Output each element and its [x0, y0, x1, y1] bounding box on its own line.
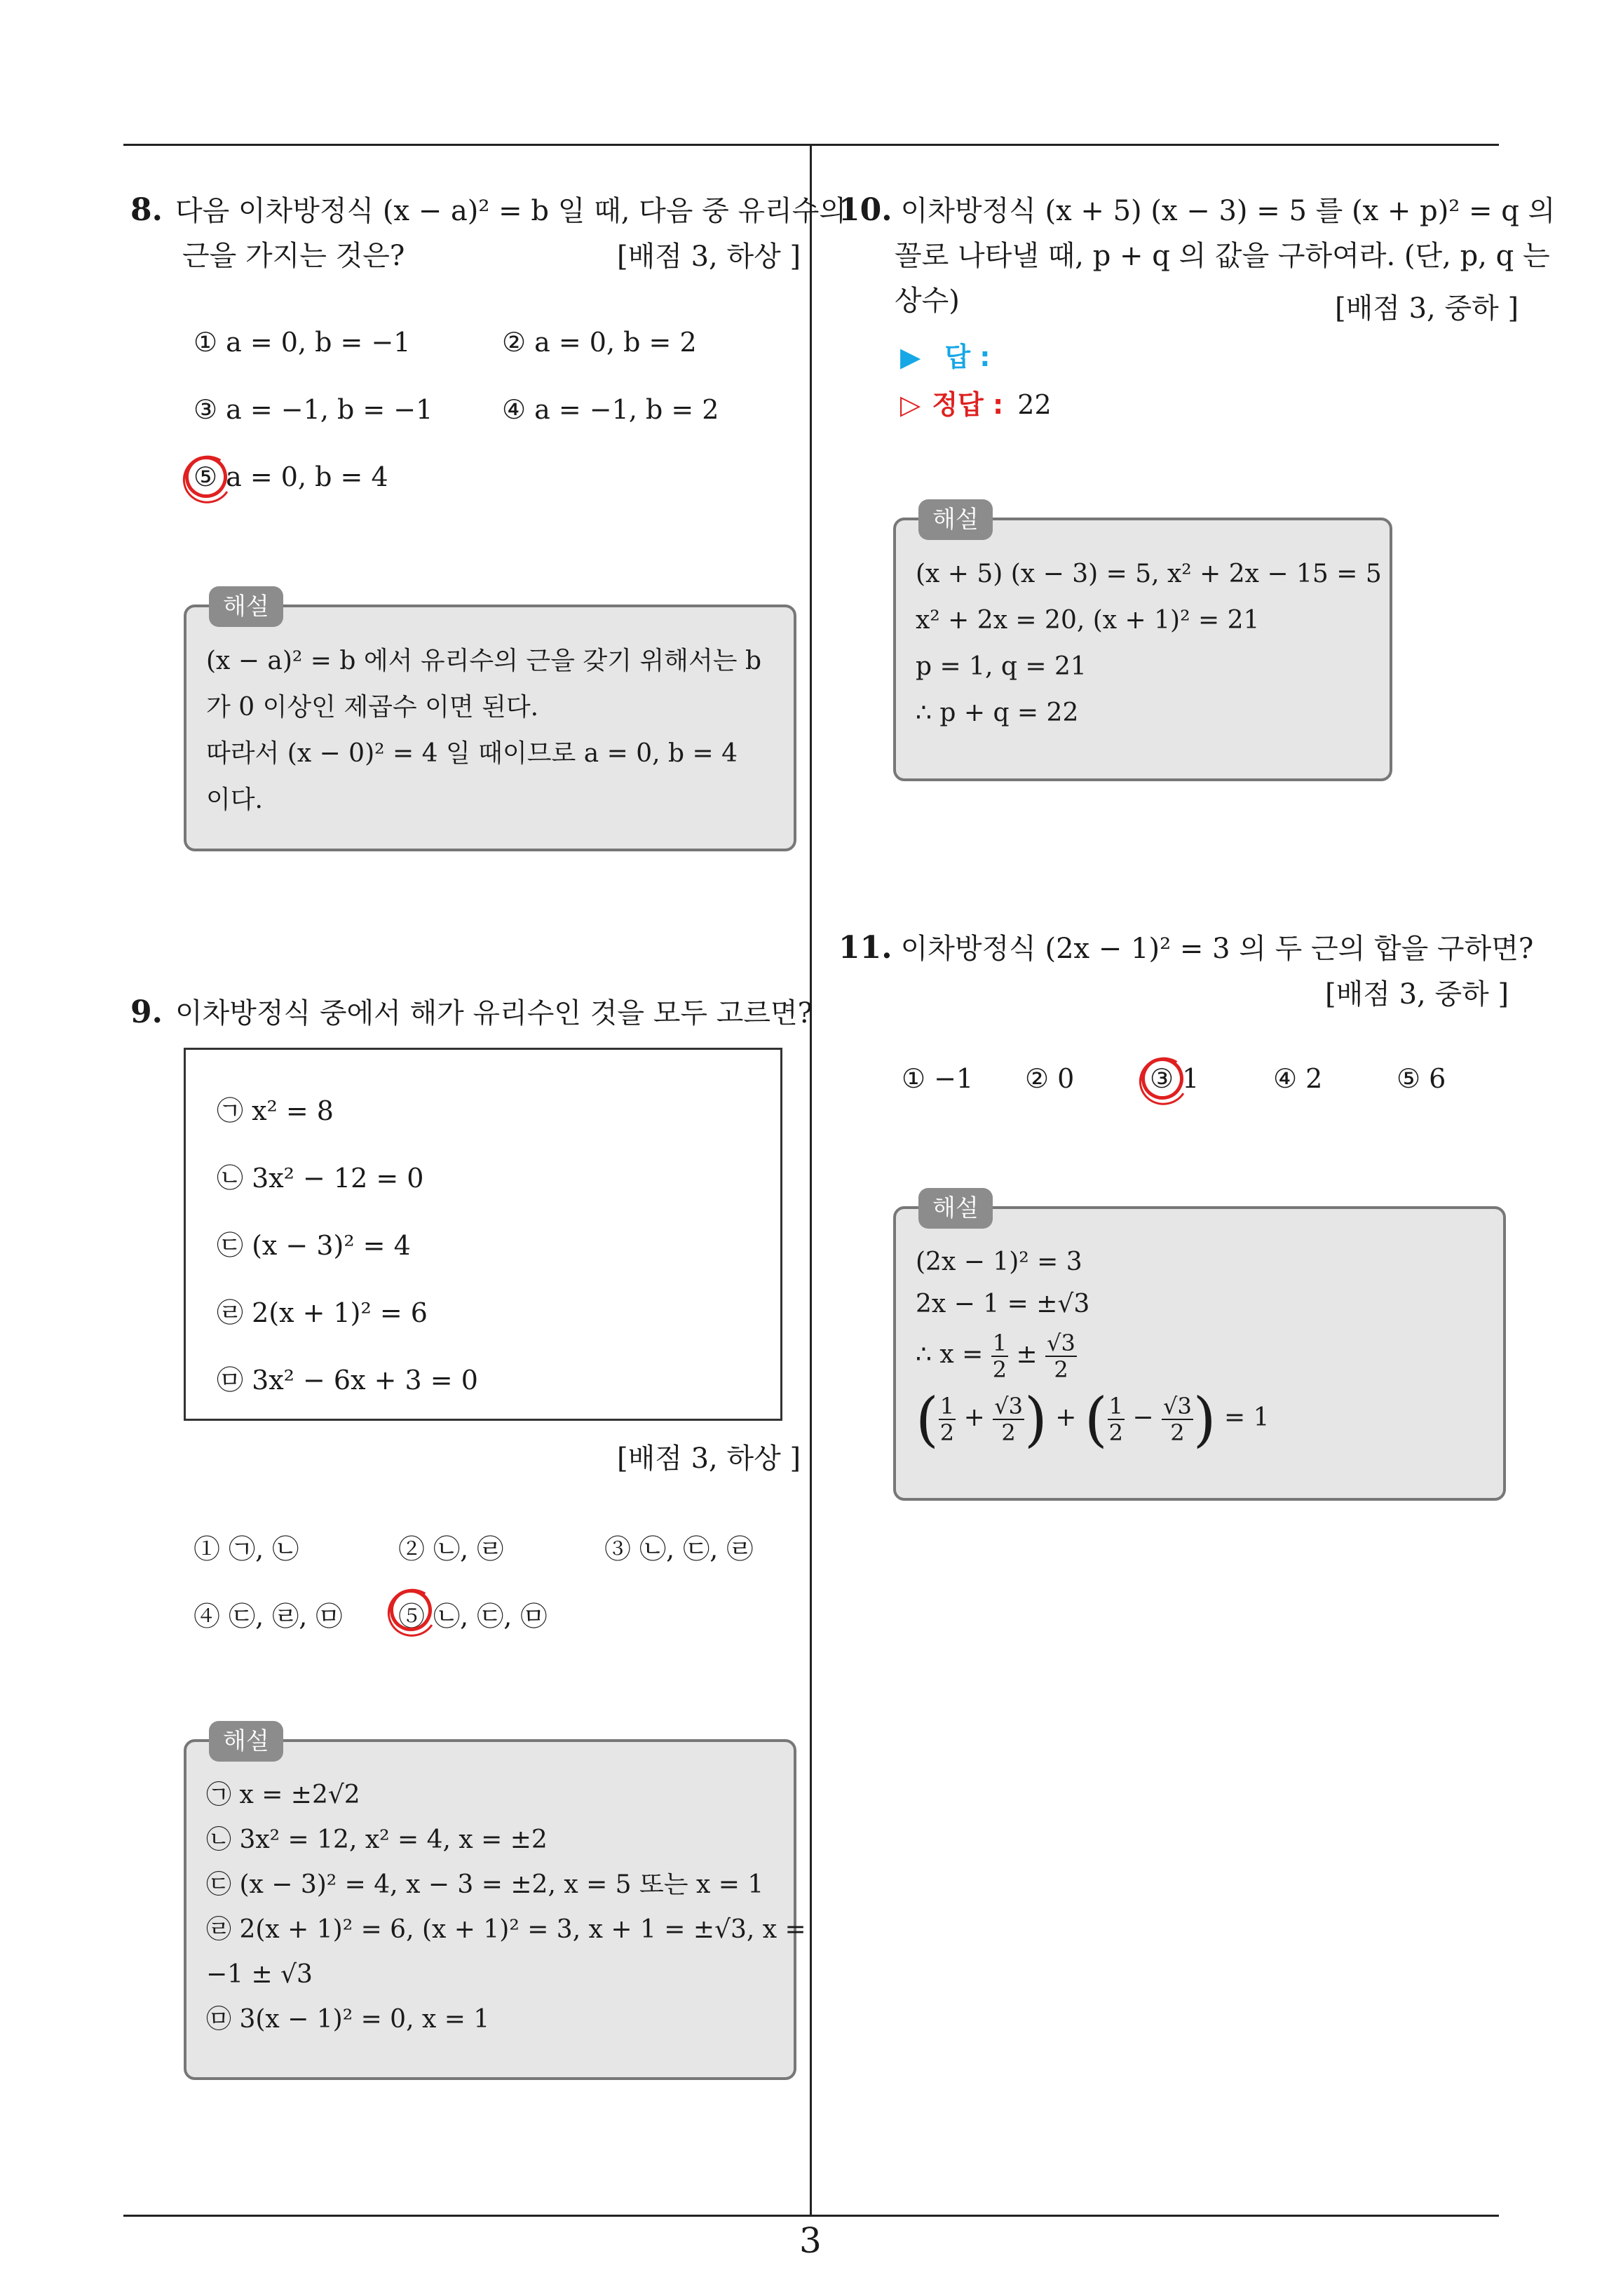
left-paren: (: [1084, 1385, 1108, 1454]
option-3[interactable]: ③ a = −1, b = −1: [193, 394, 433, 425]
option-3[interactable]: ③ 1: [1150, 1063, 1200, 1094]
solution-line: 2x − 1 = ±√3: [916, 1290, 1090, 1318]
fraction-numerator: 1: [1108, 1393, 1123, 1419]
solution-line: p = 1, q = 21: [916, 652, 1087, 681]
solution-label: 해설: [918, 499, 993, 540]
solution-box: [184, 1739, 806, 2080]
question-number: 8.: [130, 192, 163, 228]
example-item: ㉣ 2(x + 1)² = 6: [217, 1297, 428, 1328]
bottom-rule: [123, 2215, 1499, 2217]
option-5[interactable]: ⑤ 6: [1397, 1063, 1446, 1094]
solution-line: [916, 1384, 1483, 1452]
question-meta: [배점 3, 하상 ]: [617, 1443, 801, 1475]
plus-minus: ±: [1016, 1340, 1038, 1369]
example-item: ㉡ 3x² − 12 = 0: [217, 1163, 424, 1194]
question-text-line2: 근을 가지는 것은?: [182, 240, 405, 272]
answer-row: [900, 335, 990, 374]
solution-line: (x − a)² = b 에서 유리수의 근을 갖기 위해서는 b: [206, 647, 762, 675]
option-2[interactable]: ② ㉡, ㉣: [398, 1534, 504, 1565]
fraction-denominator: 2: [1170, 1419, 1185, 1446]
solution-line: ∴ p + q = 22: [916, 698, 1079, 727]
fraction: [1162, 1393, 1193, 1445]
option-4[interactable]: ④ ㉢, ㉣, ㉤: [193, 1601, 343, 1632]
operator: −: [1132, 1403, 1154, 1432]
example-item: ㉢ (x − 3)² = 4: [217, 1230, 411, 1261]
right-paren: ): [1024, 1385, 1047, 1454]
answer-label: 답 :: [944, 342, 991, 372]
solution-line: 이다.: [206, 785, 263, 814]
fraction-denominator: 2: [992, 1356, 1007, 1383]
left-paren: (: [916, 1385, 939, 1454]
roots-prefix: ∴ x =: [916, 1340, 984, 1369]
option-4[interactable]: ④ 2: [1273, 1063, 1323, 1094]
solution-label: 해설: [918, 1188, 993, 1229]
solution-line: ㉣ 2(x + 1)² = 6, (x + 1)² = 3, x + 1 = ±√3, x =: [206, 1915, 806, 1944]
question-text: 이차방정식 중에서 해가 유리수인 것을 모두 고르면?: [175, 997, 813, 1029]
selected-answer-mark: [386, 1585, 435, 1635]
fraction-numerator: √3: [1047, 1330, 1075, 1356]
fraction-numerator: √3: [1163, 1393, 1192, 1419]
question-text-line1: 이차방정식 (x + 5) (x − 3) = 5 를 (x + p)² = q 의: [900, 195, 1556, 227]
option-5[interactable]: ⑤ ㉡, ㉢, ㉤: [398, 1601, 548, 1632]
key-label: 정답 :: [932, 389, 1004, 420]
key-value: 22: [1017, 389, 1052, 420]
fraction: [993, 1393, 1024, 1445]
selected-answer-mark: [181, 452, 231, 501]
fraction-denominator: 2: [1108, 1419, 1123, 1446]
key-row: [900, 383, 1052, 421]
question-9: [130, 990, 813, 1036]
question-text-line3: 상수): [895, 285, 960, 317]
question-number: 11.: [838, 930, 892, 966]
solution-line: ㉠ x = ±2√2: [206, 1781, 360, 1809]
solution-label: 해설: [209, 586, 283, 627]
question-text: 이차방정식 (2x − 1)² = 3 의 두 근의 합을 구하면?: [900, 933, 1534, 965]
option-1[interactable]: ① a = 0, b = −1: [193, 327, 411, 358]
example-item: ㉠ x² = 8: [217, 1095, 334, 1126]
right-paren: ): [1193, 1385, 1216, 1454]
solution-box: [893, 518, 1392, 781]
option-3[interactable]: ③ ㉡, ㉢, ㉣: [604, 1534, 754, 1565]
page-number: 3: [799, 2220, 822, 2261]
question-meta: [배점 3, 중하 ]: [1335, 292, 1519, 325]
operator: +: [963, 1403, 985, 1432]
example-item: ㉤ 3x² − 6x + 3 = 0: [217, 1365, 478, 1396]
solution-line: (x + 5) (x − 3) = 5, x² + 2x − 15 = 5: [916, 560, 1382, 588]
option-4[interactable]: ④ a = −1, b = 2: [502, 394, 719, 425]
solution-box: [893, 1206, 1506, 1501]
option-5[interactable]: ⑤ a = 0, b = 4: [193, 461, 388, 492]
column-divider: [810, 144, 812, 2216]
solution-line: [916, 1325, 1483, 1384]
solution-line: 가 0 이상인 제곱수 이면 된다.: [206, 693, 539, 722]
question-number: 10.: [838, 192, 892, 228]
option-1[interactable]: ① ㉠, ㉡: [193, 1534, 299, 1565]
solution-box: [184, 605, 796, 851]
fraction: [939, 1393, 956, 1445]
fraction-denominator: 2: [939, 1419, 955, 1446]
question-number: 9.: [130, 994, 163, 1030]
solution-line: ㉢ (x − 3)² = 4, x − 3 = ±2, x = 5 또는 x = 1: [206, 1870, 764, 1899]
fraction-numerator: 1: [992, 1330, 1007, 1356]
result: = 1: [1224, 1403, 1270, 1432]
fraction-denominator: 2: [1054, 1356, 1068, 1383]
fraction-numerator: 1: [939, 1393, 955, 1419]
solution-line: ㉡ 3x² = 12, x² = 4, x = ±2: [206, 1825, 548, 1854]
solution-label: 해설: [209, 1721, 283, 1762]
question-meta: [배점 3, 하상 ]: [617, 241, 801, 273]
option-1[interactable]: ① −1: [902, 1063, 974, 1094]
examples-box: [184, 1048, 782, 1421]
solution-line: 따라서 (x − 0)² = 4 일 때이므로 a = 0, b = 4: [206, 739, 738, 768]
option-2[interactable]: ② a = 0, b = 2: [502, 327, 697, 358]
question-meta: [배점 3, 중하 ]: [1325, 978, 1509, 1011]
question-text-line1: 다음 이차방정식 (x − a)² = b 일 때, 다음 중 유리수의: [175, 195, 847, 227]
fraction: [991, 1330, 1008, 1382]
question-11: [838, 926, 1533, 971]
solution-line: −1 ± √3: [206, 1960, 313, 1989]
solution-line: x² + 2x = 20, (x + 1)² = 21: [916, 606, 1260, 635]
selected-answer-mark: [1137, 1053, 1187, 1103]
solution-line: ㉤ 3(x − 1)² = 0, x = 1: [206, 2005, 490, 2034]
fraction-numerator: √3: [994, 1393, 1023, 1419]
fraction: [1045, 1330, 1077, 1382]
operator: +: [1055, 1403, 1077, 1432]
solution-line: (2x − 1)² = 3: [916, 1248, 1082, 1276]
answer-marker-icon: ▶: [900, 342, 921, 372]
fraction: [1108, 1393, 1125, 1445]
key-marker-icon: ▷: [900, 389, 921, 420]
question-text-line2: 꼴로 나타낼 때, p + q 의 값을 구하여라. (단, p, q 는: [895, 240, 1550, 272]
fraction-denominator: 2: [1001, 1419, 1016, 1446]
option-2[interactable]: ② 0: [1025, 1063, 1075, 1094]
